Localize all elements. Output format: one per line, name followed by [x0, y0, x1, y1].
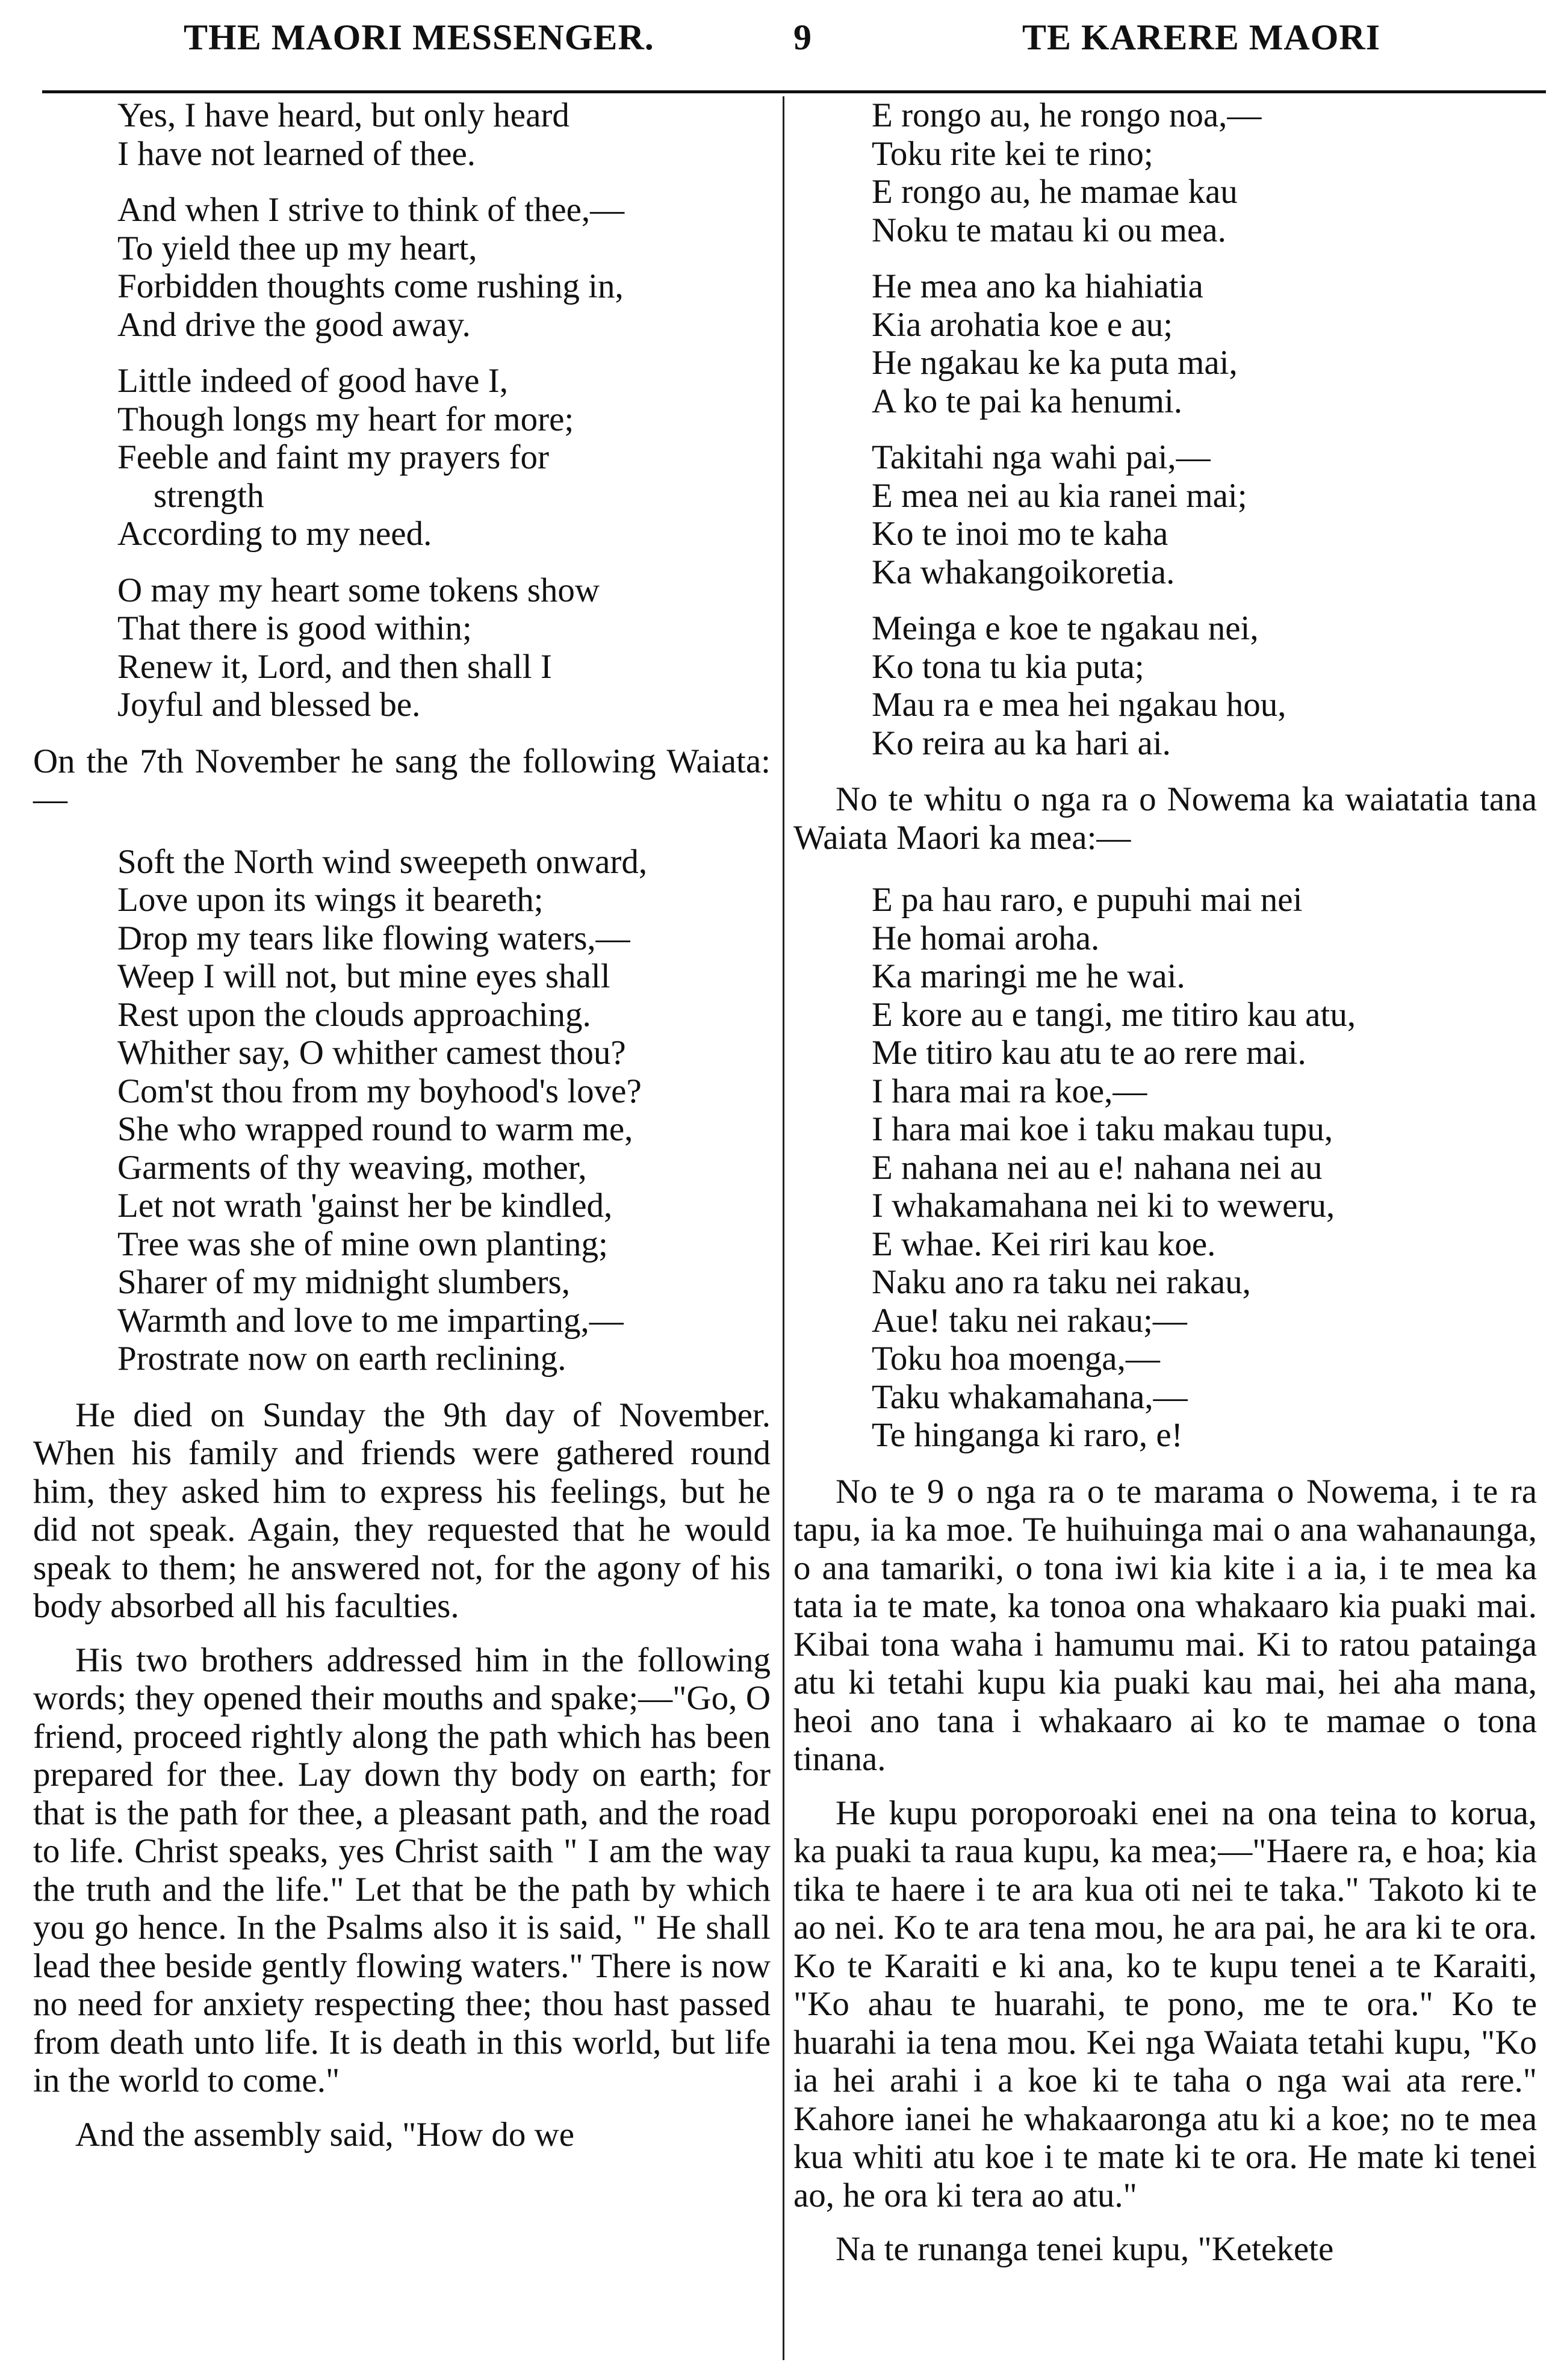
- waiata-line: Let not wrath 'gainst her be kindled,: [117, 1187, 613, 1225]
- poem-line: Toku rite kei te rino;: [872, 134, 1153, 173]
- poem-line: Feeble and faint my prayers for: [117, 438, 549, 476]
- waiata-line: I whakamahana nei ki to weweru,: [872, 1187, 1335, 1225]
- waiata-line: Soft the North wind sweepeth onward,: [117, 842, 648, 881]
- waiata-line: Warmth and love to me imparting,—: [117, 1301, 624, 1340]
- poem-line: Meinga e koe te ngakau nei,: [872, 609, 1259, 647]
- poem-stanza: [793, 438, 1537, 591]
- waiata-stanza: [793, 881, 1537, 1455]
- poem-line: Noku te matau ki ou mea.: [872, 211, 1226, 249]
- article-paragraph: He died on Sunday the 9th day of November. When his family and friends were gathered round him, they asked him to express his feelings, but he did not speak. Again, they requested that he would speak to them; he answered not, for the agony of his body absorbed all his faculties.: [33, 1396, 771, 1625]
- waiata-line: Tree was she of mine own planting;: [117, 1225, 608, 1263]
- waiata-line: Weep I will not, but mine eyes shall: [117, 957, 610, 995]
- waiata-line: Aue! taku nei rakau;—: [872, 1301, 1187, 1340]
- poem-line: E mea nei au kia ranei mai;: [872, 476, 1247, 515]
- poem-line: Renew it, Lord, and then shall I: [117, 647, 552, 686]
- poem-line: Takitahi nga wahi pai,—: [872, 438, 1211, 476]
- maori-column: [793, 96, 1537, 2284]
- waiata-line: E pa hau raro, e pupuhi mai nei: [872, 881, 1303, 919]
- column-divider: [783, 96, 784, 2360]
- poem-line: Ko tona tu kia puta;: [872, 647, 1144, 686]
- poem-line: E rongo au, he mamae kau: [872, 173, 1238, 211]
- poem-line: A ko te pai ka henumi.: [872, 382, 1183, 420]
- article-paragraph: No te 9 o nga ra o te marama o Nowema, i te ra tapu, ia ka moe. Te huihuinga mai o ana wahanaunga, o ana tamariki, o tona iwi kia kite i a ia, i te mea ka tata ia te mate, ka tonoa ona whakaaro kia puaki mai. Kibai tona waha i hamumu mai. Ki to ratou pataingа atu ki tetahi kupu kia puaki kau mai, hei aha mana, heoi ano tana i whakaaro ai ko te mamae o tona tinana.: [793, 1472, 1537, 1778]
- poem-line: Ka whakangoikoretia.: [872, 553, 1175, 591]
- poem-line: strength: [154, 476, 264, 515]
- poem-line: Little indeed of good have I,: [117, 362, 508, 400]
- waiata-line: Love upon its wings it beareth;: [117, 881, 544, 919]
- waiata-line: Prostrate now on earth reclining.: [117, 1340, 566, 1378]
- english-masthead: THE MAORI MESSENGER.: [184, 17, 654, 57]
- poem-line: And when I strive to think of thee,—: [117, 191, 625, 229]
- article-paragraph: And the assembly said, "How do we: [75, 2115, 575, 2154]
- waiata-line: E whae. Kei riri kau koe.: [872, 1225, 1216, 1263]
- maori-masthead: TE KARERE MAORI: [1022, 17, 1381, 57]
- poem-stanza: [793, 609, 1537, 762]
- page-number: 9: [793, 17, 812, 57]
- waiata-line: Rest upon the clouds approaching.: [117, 995, 591, 1034]
- poem-line: He ngakau ke ka puta mai,: [872, 344, 1238, 382]
- header-rule: [42, 90, 1546, 93]
- poem-stanza: [793, 267, 1537, 420]
- poem-stanza: [793, 96, 1537, 249]
- poem-stanza: [33, 191, 771, 344]
- waiata-line: Naku ano ra taku nei rakau,: [872, 1263, 1251, 1301]
- poem-line: Ko te inoi mo te kaha: [872, 515, 1168, 553]
- poem-line: Yes, I have heard, but only heard: [117, 96, 569, 134]
- poem-line: According to my need.: [117, 515, 432, 553]
- page-header: [0, 17, 1564, 65]
- waiata-stanza: [33, 843, 771, 1378]
- poem-line: Though longs my heart for more;: [117, 400, 574, 438]
- poem-line: Ko reira au ka hari ai.: [872, 724, 1171, 762]
- waiata-line: He homai aroha.: [872, 919, 1100, 957]
- waiata-line: I hara mai koe i taku makau tupu,: [872, 1110, 1333, 1148]
- waiata-line: She who wrapped round to warm me,: [117, 1110, 633, 1148]
- poem-stanza: [33, 571, 771, 724]
- waiata-line: Whither say, O whither camest thou?: [117, 1034, 626, 1072]
- poem-line: O may my heart some tokens show: [117, 571, 600, 609]
- article-paragraph: Na te runanga tenei kupu, "Ketekete: [836, 2230, 1334, 2268]
- poem-line: To yield thee up my heart,: [117, 229, 477, 267]
- poem-line: E rongo au, he rongo noa,—: [872, 96, 1262, 134]
- english-column: [33, 96, 771, 2169]
- poem-stanza: [33, 96, 771, 173]
- poem-line: Forbidden thoughts come rushing in,: [117, 267, 624, 305]
- waiata-line: E nahana nei au e! nahana nei au: [872, 1148, 1323, 1187]
- poem-line: He mea ano ka hiahiatia: [872, 267, 1203, 305]
- article-paragraph: He kupu poroporoaki enei na ona teina to korua, ka puaki ta raua kupu, ka mea;—"Haere ra, e hoa; kia tika te haere i te ara kua oti nei te taka." Takoto ki te ao nei. Ko te ara tena mou, he ara pai, he ara ki te ora. Ko te Karaiti e ki ana, ko te kupu tenei a te Karaiti, "Ko ahau te huarahi, te pono, me te ora." Ko te huarahi ia tena mou. Kei nga Waiata tetahi kupu, "Ko ia hei arahi i a koe ki te taha o nga wai ata rere." Kahore ianei he whakaaronga atu ki a koe; no te mea kua whiti atu koe i te mate ki te ora. He mate ki tenei ao, he ora ki tera ao atu.": [793, 1794, 1537, 2214]
- waiata-line: Garments of thy weaving, mother,: [117, 1148, 587, 1187]
- waiata-line: Toku hoa moenga,—: [872, 1340, 1160, 1378]
- poem-line: Mau ra e mea hei ngakau hou,: [872, 686, 1286, 724]
- waiata-line: I hara mai ra koe,—: [872, 1072, 1147, 1110]
- poem-line: Joyful and blessed be.: [117, 686, 421, 724]
- poem-line: That there is good within;: [117, 609, 472, 647]
- waiata-line: Drop my tears like flowing waters,—: [117, 919, 630, 957]
- poem-stanza: [33, 362, 771, 553]
- waiata-intro: No te whitu o nga ra o Nowema ka waiatatia tana Waiata Maori ka mea:—: [793, 780, 1537, 857]
- article-paragraph: His two brothers addressed him in the following words; they opened their mouths and spake;—"Go, O friend, proceed rightly along the path which has been prepared for thee. Lay down thy body on earth; for that is the path for thee, a pleasant path, and the road to life. Christ speaks, yes Christ saith " I am the way the truth and the life." Let that be the path by which you go hence. In the Psalms also it is said, " He shall lead thee beside gently flowing waters." There is now no need for anxiety respecting thee; thou hast passed from death unto life. It is death in this world, but life in the world to come.": [33, 1641, 771, 2099]
- waiata-line: Taku whakamahana,—: [872, 1378, 1188, 1416]
- waiata-line: Te hinganga ki raro, e!: [872, 1416, 1183, 1454]
- poem-line: Kia arohatia koe e au;: [872, 305, 1173, 344]
- waiata-line: Sharer of my midnight slumbers,: [117, 1263, 570, 1301]
- poem-line: And drive the good away.: [117, 305, 471, 344]
- waiata-line: Me titiro kau atu te ao rere mai.: [872, 1034, 1306, 1072]
- poem-line: I have not learned of thee.: [117, 134, 476, 173]
- waiata-line: E kore au e tangi, me titiro kau atu,: [872, 995, 1356, 1034]
- waiata-line: Com'st thou from my boyhood's love?: [117, 1072, 642, 1110]
- waiata-intro: On the 7th November he sang the following Waiata:—: [33, 742, 771, 818]
- waiata-line: Ka maringi me he wai.: [872, 957, 1185, 995]
